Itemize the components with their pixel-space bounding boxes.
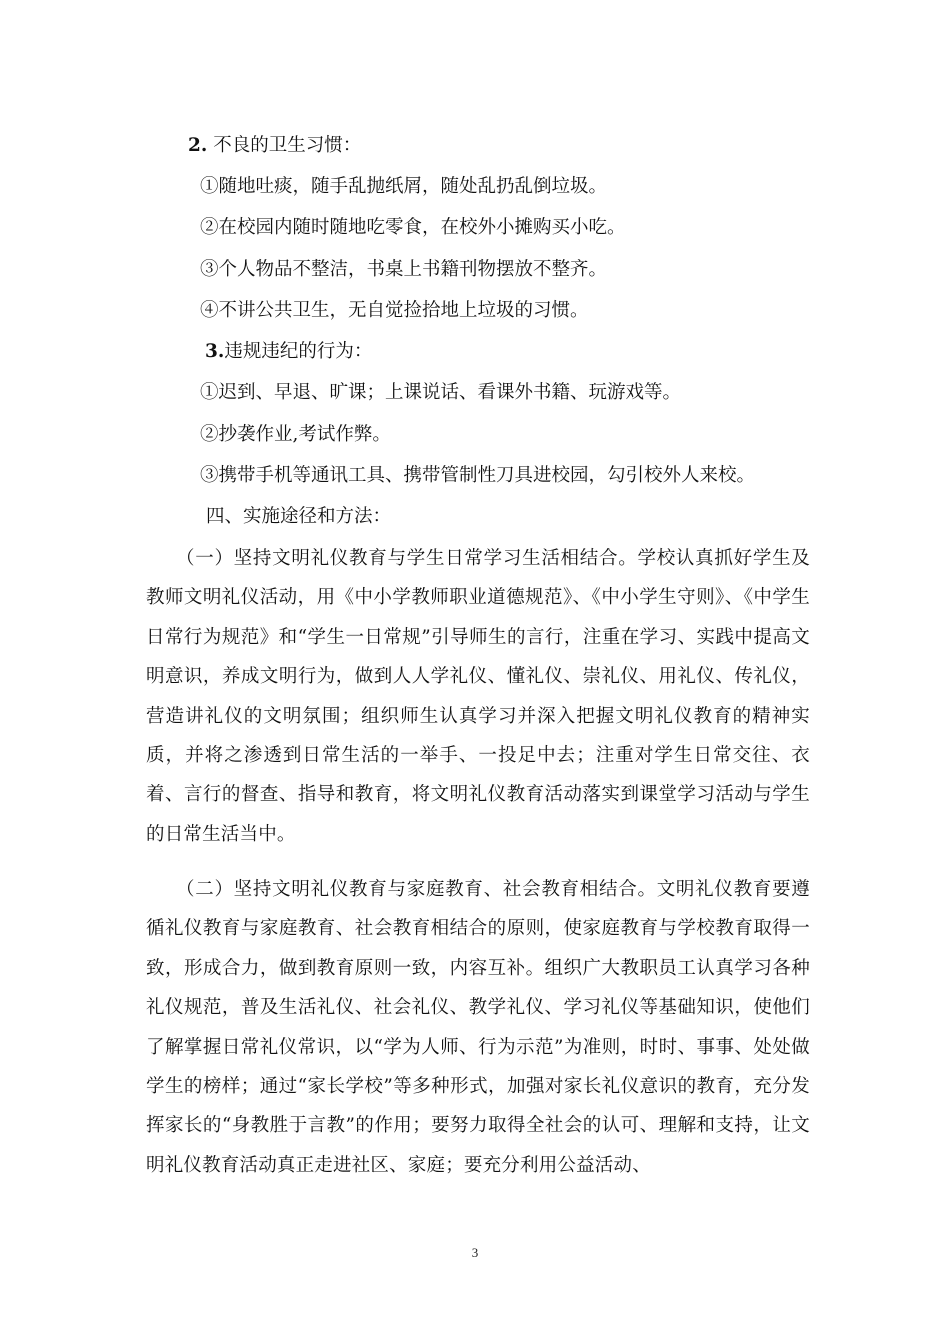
section-2-number: 2.: [188, 135, 208, 156]
paragraph-2: （二）坚持文明礼仪教育与家庭教育、社会教育相结合。文明礼仪教育要遵循礼仪教育与家庭教育、社会教育相结合的原则，使家庭教育与学校教育取得一致，形成合力，做到教育原则一致，内容互补。组织广大教职员工认真学习各种礼仪规范，普及生活礼仪、社会礼仪、教学礼仪、学习礼仪等基础知识，使他们了解掌握日常礼仪常识，以“学为人师、行为示范”为准则，时时、事事、处处做学生的榜样；通过“家长学校”等多种形式，加强对家长礼仪意识的教育，充分发挥家长的“身教胜于言教”的作用；要努力取得全社会的认可、理解和支持，让文明礼仪教育活动真正走进社区、家庭；要充分利用公益活动、: [146, 879, 810, 1176]
list-item: ④不讲公共卫生，无自觉捡拾地上垃圾的习惯。: [200, 300, 589, 321]
list-item: ①随地吐痰，随手乱抛纸屑，随处乱扔乱倒垃圾。: [200, 176, 608, 197]
list-item: ③个人物品不整洁，书桌上书籍刊物摆放不整齐。: [200, 259, 608, 280]
section-3-heading: [205, 339, 372, 365]
list-item: ②在校园内随时随地吃零食，在校外小摊购买小吃。: [200, 217, 626, 238]
page-number: 3: [471, 1245, 479, 1260]
section-3-title: 违规违纪的行为：: [224, 341, 373, 362]
list-item: ②抄袭作业,考试作弊。: [200, 424, 391, 445]
list-item: ③携带手机等通讯工具、携带管制性刀具进校园，勾引校外人来校。: [200, 465, 756, 486]
list-item: ①迟到、早退、旷课；上课说话、看课外书籍、玩游戏等。: [200, 382, 682, 403]
paragraph-1: （一）坚持文明礼仪教育与学生日常学习生活相结合。学校认真抓好学生及教师文明礼仪活动，用《中小学教师职业道德规范》、《中小学生守则》、《中学生日常行为规范》和“学生一日常规”引导师生的言行，注重在学习、实践中提高文明意识，养成文明行为，做到人人学礼仪、懂礼仪、崇礼仪、用礼仪、传礼仪，营造讲礼仪的文明氛围；组织师生认真学习并深入把握文明礼仪教育的精神实质，并将之渗透到日常生活的一举手、一投足中去；注重对学生日常交往、衣着、言行的督查、指导和教育，将文明礼仪教育活动落实到课堂学习活动与学生的日常生活当中。: [146, 548, 810, 845]
section-2-heading: [188, 133, 361, 159]
section-2-title: 不良的卫生习惯：: [213, 135, 362, 156]
section-4-heading: 四、实施途径和方法：: [206, 506, 392, 527]
section-3-number: 3.: [205, 341, 225, 362]
